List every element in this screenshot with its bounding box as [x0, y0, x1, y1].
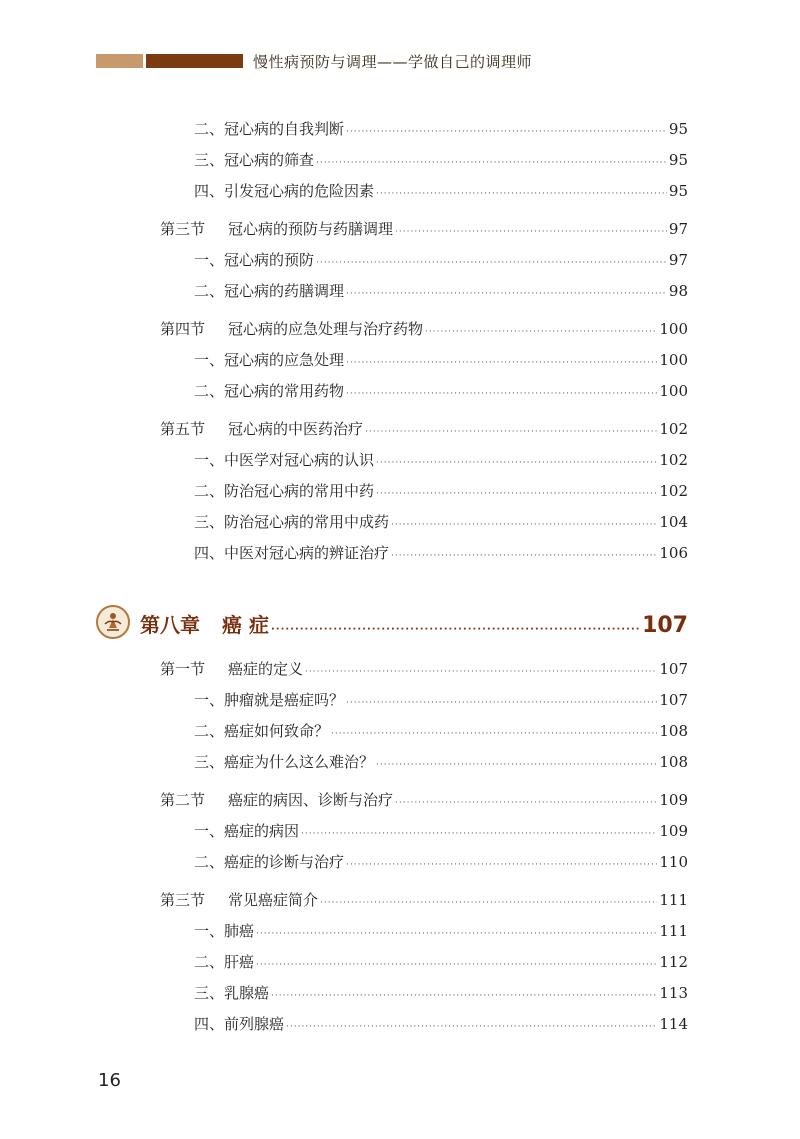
- toc-section-row[interactable]: [160, 218, 688, 239]
- toc-item-row[interactable]: [194, 511, 688, 532]
- page-ref: 100: [659, 320, 688, 338]
- toc-item-row[interactable]: [194, 920, 688, 941]
- dot-leader: [256, 929, 657, 939]
- item-title: 二、冠心病的药膳调理: [194, 282, 345, 300]
- item-title: 三、癌症为什么这么难治？: [194, 753, 375, 771]
- page-ref: 100: [659, 382, 688, 400]
- page-ref: 113: [659, 984, 688, 1002]
- page-ref: 107: [659, 691, 688, 709]
- item-title: 一、肺癌: [194, 922, 255, 940]
- item-title: 二、肝癌: [194, 953, 255, 971]
- section-title: 常见癌症简介: [228, 891, 319, 909]
- dot-leader: [316, 258, 667, 268]
- section-number: 第三节: [160, 220, 206, 238]
- item-title: 一、冠心病的应急处理: [194, 351, 345, 369]
- item-title: 一、中医学对冠心病的认识: [194, 451, 375, 469]
- dot-leader: [271, 624, 640, 635]
- dot-leader: [301, 829, 657, 839]
- dot-leader: [346, 358, 657, 368]
- page-ref: 109: [659, 822, 688, 840]
- dot-leader: [271, 991, 657, 1001]
- dot-leader: [346, 289, 667, 299]
- section-number: 第五节: [160, 420, 206, 438]
- toc-item-row[interactable]: [194, 249, 688, 270]
- toc-section-row[interactable]: [160, 658, 688, 679]
- item-title: 二、冠心病的自我判断: [194, 120, 345, 138]
- dot-leader: [331, 729, 657, 739]
- section-number: 第四节: [160, 320, 206, 338]
- section-number: 第一节: [160, 660, 206, 678]
- dot-leader: [391, 551, 657, 561]
- item-title: 四、中医对冠心病的辨证治疗: [194, 544, 390, 562]
- page-ref: 107: [659, 660, 688, 678]
- toc-section-row[interactable]: [160, 889, 688, 910]
- dot-leader: [286, 1022, 657, 1032]
- dot-leader: [376, 458, 657, 468]
- toc-item-row[interactable]: [194, 280, 688, 301]
- page-ref: 102: [659, 482, 688, 500]
- chapter-title: 癌 症: [222, 613, 269, 637]
- herb-figure-icon: [96, 605, 130, 639]
- item-title: 四、前列腺癌: [194, 1015, 285, 1033]
- toc-item-row[interactable]: [194, 951, 688, 972]
- section-title: 冠心病的中医药治疗: [228, 420, 364, 438]
- dot-leader: [256, 960, 657, 970]
- toc-item-row[interactable]: [194, 982, 688, 1003]
- toc-item-row[interactable]: [194, 720, 688, 741]
- dot-leader: [305, 667, 657, 677]
- page-ref: 102: [659, 420, 688, 438]
- toc-item-row[interactable]: [194, 349, 688, 370]
- dot-leader: [425, 327, 657, 337]
- item-title: 二、癌症的诊断与治疗: [194, 853, 345, 871]
- page-ref: 111: [659, 891, 688, 909]
- page-ref: 108: [659, 753, 688, 771]
- page-ref: 98: [668, 282, 688, 300]
- toc-item-row[interactable]: [194, 751, 688, 772]
- toc-section-row[interactable]: [160, 418, 688, 439]
- page-ref: 95: [668, 151, 688, 169]
- item-title: 一、冠心病的预防: [194, 251, 315, 269]
- section-title: 癌症的定义: [228, 660, 304, 678]
- running-header: [96, 52, 716, 70]
- toc-item-row[interactable]: [194, 180, 688, 201]
- toc-item-row[interactable]: [194, 149, 688, 170]
- toc-item-row[interactable]: [194, 449, 688, 470]
- page-ref: 112: [659, 953, 688, 971]
- item-title: 三、乳腺癌: [194, 984, 270, 1002]
- item-title: 二、防治冠心病的常用中药: [194, 482, 375, 500]
- item-title: 三、冠心病的筛查: [194, 151, 315, 169]
- dot-leader: [346, 389, 657, 399]
- toc-item-row[interactable]: [194, 689, 688, 710]
- dot-leader: [376, 189, 667, 199]
- section-title: 癌症的病因、诊断与治疗: [228, 791, 394, 809]
- dot-leader: [346, 127, 667, 137]
- toc-item-row[interactable]: [194, 1013, 688, 1034]
- section-title: 冠心病的应急处理与治疗药物: [228, 320, 424, 338]
- dot-leader: [346, 860, 657, 870]
- dot-leader: [320, 898, 657, 908]
- chapter-number: 第八章: [140, 613, 200, 637]
- toc-item-row[interactable]: [194, 380, 688, 401]
- page-ref: 110: [659, 853, 688, 871]
- page-ref: 106: [659, 544, 688, 562]
- page-number: 16: [98, 1070, 121, 1091]
- page-ref: 97: [668, 251, 688, 269]
- dot-leader: [395, 798, 657, 808]
- item-title: 三、防治冠心病的常用中成药: [194, 513, 390, 531]
- toc-item-row[interactable]: [194, 820, 688, 841]
- dot-leader: [376, 489, 657, 499]
- dot-leader: [376, 760, 657, 770]
- page-ref: 102: [659, 451, 688, 469]
- dot-leader: [395, 227, 667, 237]
- header-title: 慢性病预防与调理——学做自己的调理师: [253, 53, 533, 71]
- page-ref: 108: [659, 722, 688, 740]
- toc-item-row[interactable]: [194, 480, 688, 501]
- dot-leader: [346, 698, 657, 708]
- header-bar-dark: [146, 54, 243, 68]
- page-ref: 109: [659, 791, 688, 809]
- section-title: 冠心病的预防与药膳调理: [228, 220, 394, 238]
- header-bar-light: [96, 54, 143, 68]
- toc-item-row[interactable]: [194, 118, 688, 139]
- page-ref: 111: [659, 922, 688, 940]
- page-ref: 114: [659, 1015, 688, 1033]
- section-number: 第二节: [160, 791, 206, 809]
- page-ref: 100: [659, 351, 688, 369]
- page-ref: 97: [668, 220, 688, 238]
- toc-section-row[interactable]: [160, 318, 688, 339]
- page-ref: 104: [659, 513, 688, 531]
- item-title: 二、癌症如何致命？: [194, 722, 330, 740]
- item-title: 一、肿瘤就是癌症吗？: [194, 691, 345, 709]
- dot-leader: [316, 158, 667, 168]
- dot-leader: [391, 520, 657, 530]
- toc-chapter-row[interactable]: [140, 609, 688, 638]
- dot-leader: [365, 427, 657, 437]
- toc-item-row[interactable]: [194, 542, 688, 563]
- item-title: 四、引发冠心病的危险因素: [194, 182, 375, 200]
- page-ref: 95: [668, 182, 688, 200]
- item-title: 一、癌症的病因: [194, 822, 300, 840]
- item-title: 二、冠心病的常用药物: [194, 382, 345, 400]
- toc-item-row[interactable]: [194, 851, 688, 872]
- page-ref: 95: [668, 120, 688, 138]
- toc-section-row[interactable]: [160, 789, 688, 810]
- page-ref: 107: [642, 613, 688, 638]
- section-number: 第三节: [160, 891, 206, 909]
